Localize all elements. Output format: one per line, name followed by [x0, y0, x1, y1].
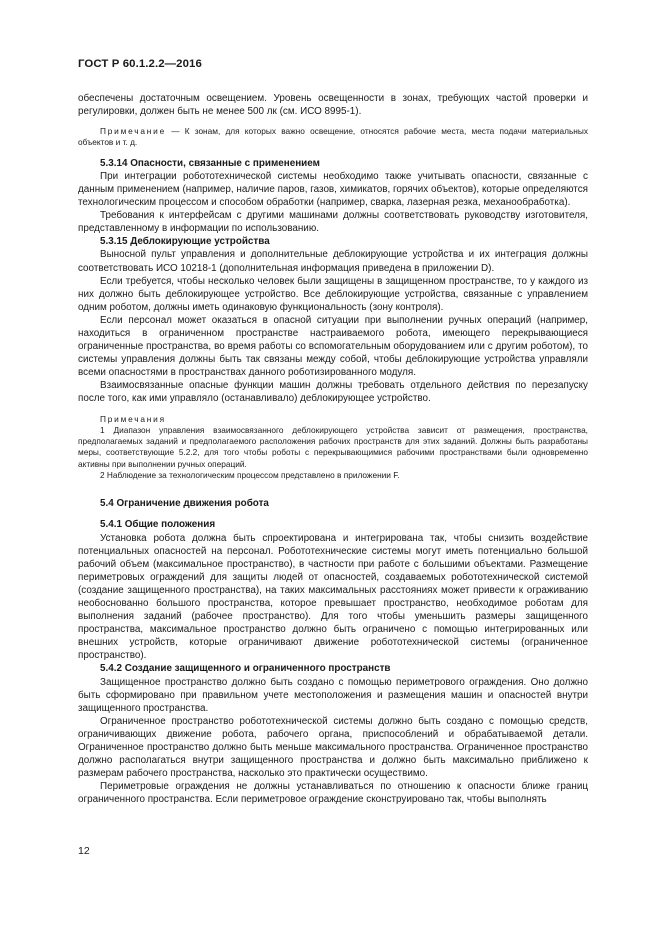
note-item-1: 1 Диапазон управления взаимосвязанного деблокирующего устройства зависит от размещения, пространства, предполагаемых заданий и предполагаемого расположения рабочих пространств для этих заданий. Должны быть разработаны меры, соответствующие 5.2.2, для того чтобы роботы с перекрывающимися рабочими пространствами были одновременно активны при выполнении ручных операций.: [78, 424, 588, 469]
notes-label-text: Примечания: [100, 413, 166, 424]
paragraph: Если требуется, чтобы несколько человек были защищены в защищенном пространстве, то у каждого из них должно быть деблокирующее устройство. Все деблокирующие устройства, связанные с управлением одним роботом, должны иметь одинаковую функциональность (зону контроля).: [78, 275, 588, 313]
paragraph: Защищенное пространство должно быть создано с помощью периметрового ограждения. Оно должно быть сформировано при правильном учете местоположения и размещения машин и опасностей внутри защищенного пространства.: [78, 676, 588, 714]
section-heading-5-4: 5.4 Ограничение движения робота: [100, 498, 269, 510]
note-item-2: 2 Наблюдение за технологическим процессом представлено в приложении F.: [100, 470, 400, 481]
section-heading-5-4-2: 5.4.2 Создание защищенного и ограниченного пространств: [100, 663, 391, 675]
note-1: [78, 126, 588, 149]
paragraph: Взаимосвязанные опасные функции машин должны требовать отдельного действия по перезапуску после того, как ими управляло (останавливало) деблокирующее устройство.: [78, 380, 588, 405]
page-number: 12: [78, 845, 90, 857]
section-heading-5-3-14: 5.3.14 Опасности, связанные с применением: [100, 157, 320, 169]
standard-header: ГОСТ Р 60.1.2.2—2016: [78, 58, 202, 70]
paragraph: Периметровые ограждения не должны устанавливаться по отношению к опасности ближе границ ограниченного пространства. Если периметровое ограждение сконструировано так, чтобы выполнять: [78, 781, 588, 806]
paragraph: Выносной пульт управления и дополнительные деблокирующие устройства и их интеграция должны соответствовать ИСО 10218-1 (дополнительная информация приведена в приложении D).: [78, 249, 588, 274]
section-heading-5-3-15: 5.3.15 Деблокирующие устройства: [100, 236, 270, 248]
note-text: — К зонам, для которых важно освещение, относятся рабочие места, места подачи материальных объектов и т. д.: [78, 126, 588, 148]
notes-label: [78, 414, 588, 425]
paragraph: При интеграции робототехнической системы необходимо также учитывать опасности, связанные с данным применением (например, наличие паров, газов, химикатов, горячих объектов), которые определяются технологическим процессом и способом обработки (например, сварка, лазерная резка, механообработка).: [78, 170, 588, 209]
paragraph: Установка робота должна быть спроектирована и интегрирована так, чтобы снизить воздействие потенциальных опасностей на персонал. Робототехнические системы могут иметь потенциально большой рабочий объем (максимальное пространство), в частности при работе с большими объектами. Размещение периметровых ограждений для защиты людей от опасностей, создаваемых робототехнической системой (создание защищенного пространства), на таких максимальных расстояниях может привести к ограживанию необоснованно большого пространства, которое превышает пространство, необходимое роботам для выполнения заданий (рабочее пространство). Для того чтобы уменьшить размеры защищенного пространства, максимальное пространство должно быть ограничено с помощью интегрированных или внешних устройств, которые ограничивают движение робототехнической системы (ограниченное пространство).: [78, 532, 588, 662]
intro-paragraph: обеспечены достаточным освещением. Уровень освещенности в зонах, требующих частой проверки и регулировки, должен быть не менее 500 лк (см. ИСО 8995-1).: [78, 93, 588, 118]
note-label: Примечание: [100, 126, 167, 137]
paragraph: Требования к интерфейсам с другими машинами должны соответствовать руководству изготовителя, представленному в информации по использованию.: [78, 210, 588, 235]
section-heading-5-4-1: 5.4.1 Общие положения: [100, 519, 216, 531]
paragraph: Если персонал может оказаться в опасной ситуации при выполнении ручных операций (например, находиться в ограниченном пространстве настраиваемого робота, имеющего перекрывающиеся ограниченные пространства, во время работы со вспомогательным оборудованием или с другим роботом), то системы управления должны быть так связаны между собой, чтобы деблокирующие устройства управляли всеми опасностями в пространствах данного роботизированного модуля.: [78, 314, 588, 379]
paragraph: Ограниченное пространство робототехнической системы должно быть создано с помощью средств, ограничивающих движение робота, рабочего органа, приспособлений и обрабатываемой детали. Ограниченное пространство должно быть меньше максимального пространства. Ограниченное пространство должно располагаться внутри защищенного пространства и должно быть максимально приближено к размерам рабочего пространства, насколько это практически осуществимо.: [78, 715, 588, 780]
document-body: [78, 92, 588, 807]
